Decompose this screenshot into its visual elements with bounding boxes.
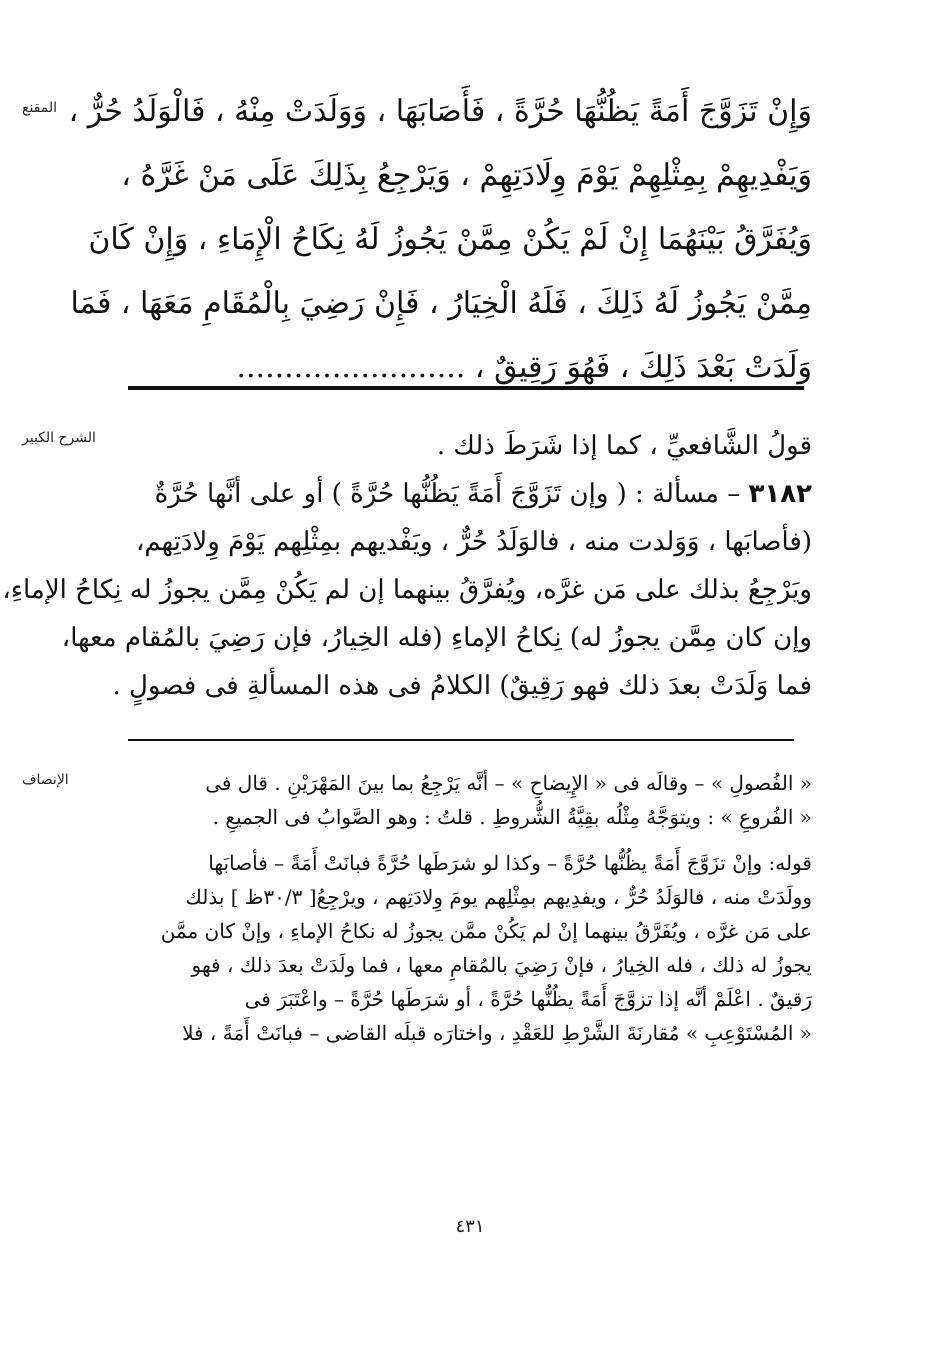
insaf-line: على مَن غرَّه ، ويُفَرَّقُ بينهما إنْ لم يَكُنْ ممَّن يجوزُ له نكاحُ الإماءِ ، وإنْ كان ممَّن [160, 919, 812, 943]
sharh-line: (فأصابَها ، وَوَلدت منه ، فالوَلَدُ حُرٌّ ، ويَفْديهم بمِثْلِهم يَوْمَ وِلادَتِهم، [135, 527, 812, 557]
section-divider-thin [128, 739, 794, 741]
sharh-line: فما وَلَدَتْ بعدَ ذلك فهو رَقِيقٌ) الكلامُ فى هذه المسألةِ فى فصولٍ . [112, 671, 812, 701]
section-divider-thick [128, 386, 804, 390]
label-muqni: المقنع [22, 100, 58, 116]
muqni-line: وَلَدَتْ بَعْدَ ذَلِكَ ، فَهُوَ رَقِيقٌ ، ........................ [236, 350, 812, 385]
issue-number: ٣١٨٢ [748, 479, 812, 509]
muqni-line: وَيَفْدِيهِمْ بِمِثْلِهِمْ يَوْمَ وِلَادَتِهِمْ ، وَيَرْجِعُ بِذَلِكَ عَلَى مَنْ غَرَّهُ ، [121, 158, 812, 193]
sharh-issue-line [122, 470, 812, 518]
insaf-line: « المُسْتَوْعِبِ » مُقارنَةَ الشَّرْطِ للعَقْدِ ، واختارَه قبلَه القاضى – فبانَتْ أَمَةً ، فلا [182, 1021, 812, 1045]
insaf-line: « الفُصولِ » – وقالَه فى « الإِيضاحِ » – أنَّه يَرْجِعُ بما بينَ المَهْرَيْنِ . قال فى [205, 771, 812, 795]
label-insaf: الإنصاف [22, 772, 69, 788]
insaf-text [122, 766, 812, 1050]
muqni-text [68, 80, 812, 400]
insaf-line: يجوزُ له ذلك ، فله الخِيارُ ، فإنْ رَضِيَ بالمُقامِ معها ، فما ولَدَتْ بعدَ ذلك ، فهو [191, 953, 812, 977]
sharh-line: وإن كان مِمَّن يجوزُ له) نِكاحُ الإماءِ (فله الخِيارُ، فإن رَضِيَ بالمُقام معها، [61, 623, 812, 653]
insaf-line: « الفُروعِ » : ويتوَجَّهُ مِثْلُه بقِيَّةُ الشُّروطِ . قلتُ : وهو الصَّوابُ فى الجميعِ . [212, 805, 812, 829]
muqni-line: مِمَّنْ يَجُوزُ لَهُ ذَلِكَ ، فَلَهُ الْخِيَارُ ، فَإِنْ رَضِيَ بِالْمُقَامِ مَعَهَا ، فَمَا [70, 286, 812, 321]
insaf-line: رَقيقٌ . اعْلَمْ أنَّه إذا تزوَّجَ أَمَةً يظُنُّها حُرَّةً ، أو شرَطَها حُرَّةً – واعْتَبَرَ فى [244, 987, 812, 1011]
sharh-line: ويَرْجِعُ بذلك على مَن غرَّه، ويُفرَّقُ بينهما إن لم يَكُنْ مِمَّن يجوزُ له نِكاحُ الإماءِ، [2, 575, 812, 605]
insaf-line: قوله: وإنْ تزَوَّجَ أَمَةً يظُنُّها حُرَّةً – وكذا لو شرَطَها حُرَّةً فبانَتْ أَمَةً – فأصابَها [208, 851, 812, 875]
page-number: ٤٣١ [455, 1216, 485, 1237]
sharh-line: قولُ الشَّافعيِّ ، كما إذا شَرَطَ ذلك . [436, 431, 812, 461]
muqni-line: وَيُفَرَّقُ بَيْنَهُمَا إِنْ لَمْ يَكُنْ مِمَّنْ يَجُوزُ لَهُ نِكَاحُ الْإِمَاءِ ، وَإِنْ كَانَ [88, 222, 812, 257]
issue-heading: – مسألة : ( وإن تَزَوَّجَ أَمَةً يَظُنُّها حُرَّةً ) أو على أنَّها حُرَّةٌ [154, 479, 749, 509]
insaf-line: وولَدَتْ منه ، فالوَلَدُ حُرٌّ ، ويفدِيهم بمِثْلِهم يومَ وِلادَتِهم ، ويرْجِعُ[ ٣٠/٣ظ ] بذلك [185, 885, 812, 909]
muqni-line: وَإِنْ تَزَوَّجَ أَمَةً يَظُنُّهَا حُرَّةً ، فَأَصَابَهَا ، وَوَلَدَتْ مِنْهُ ، فَالْوَلَدُ حُرٌّ ، [68, 94, 812, 129]
label-sharh: الشرح الكبير [22, 430, 96, 446]
